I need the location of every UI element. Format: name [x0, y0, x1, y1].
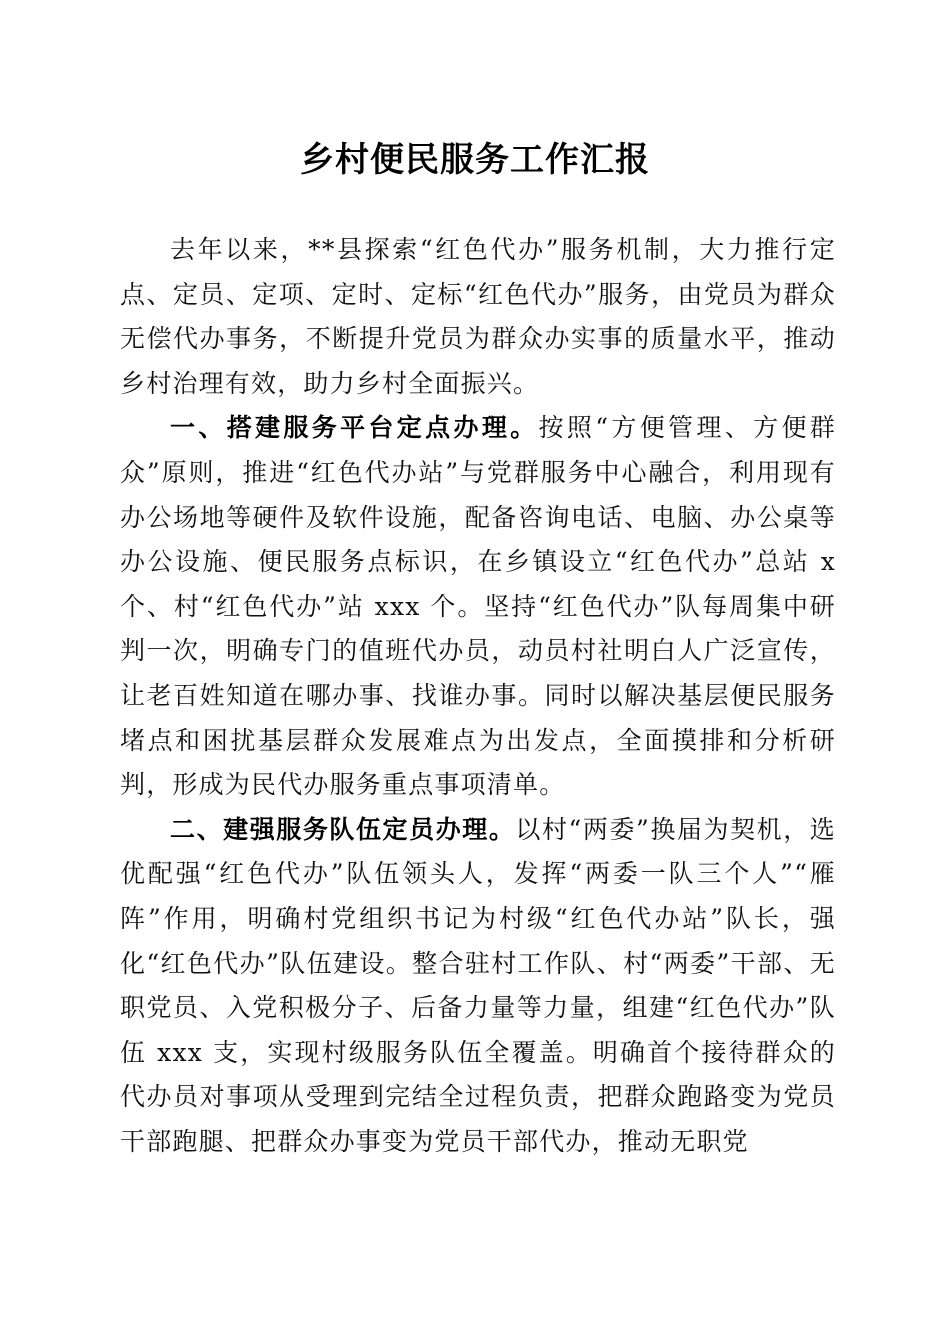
document-body [120, 228, 836, 1164]
intro-paragraph [120, 228, 836, 406]
intro-paragraph-text: 去年以来，**县探索“红色代办”服务机制，大力推行定点、定员、定项、定时、定标“红色代办”服务，由党员为群众无偿代办事务，不断提升党员为群众办实事的质量水平，推动乡村治理有效，助力乡村全面振兴。 [120, 235, 836, 398]
section-one-heading: 一、搭建服务平台定点办理。 [170, 413, 539, 443]
section-two-text: 以村“两委”换届为契机，选优配强“红色代办”队伍领头人，发挥“两委一队三个人”“雁阵”作用，明确村党组织书记为村级“红色代办站”队长，强化“红色代办”队伍建设。整合驻村工作队、村“两委”干部、无职党员、入党积极分子、后备力量等力量，组建“红色代办”队伍 xxx 支，实现村级服务队伍全覆盖。明确首个接待群众的代办员对事项从受理到完结全过程负责，把群众跑路变为党员干部跑腿、把群众办事变为党员干部代办，推动无职党 [120, 814, 836, 1156]
section-two-heading: 二、建强服务队伍定员办理。 [170, 814, 516, 844]
section-one-text: 按照“方便管理、方便群众”原则，推进“红色代办站”与党群服务中心融合，利用现有办公场地等硬件及软件设施，配备咨询电话、电脑、办公桌等办公设施、便民服务点标识，在乡镇设立“红色代办”总站 x 个、村“红色代办”站 xxx 个。坚持“红色代办”队每周集中研判一次，明确专门的值班代办员，动员村社明白人广泛宣传，让老百姓知道在哪办事、找谁办事。同时以解决基层便民服务堵点和困扰基层群众发展难点为出发点，全面摸排和分析研判，形成为民代办服务重点事项清单。 [120, 413, 836, 800]
document-title: 乡村便民服务工作汇报 [300, 140, 650, 180]
section-one-paragraph [120, 406, 836, 807]
section-two-paragraph [120, 808, 836, 1165]
